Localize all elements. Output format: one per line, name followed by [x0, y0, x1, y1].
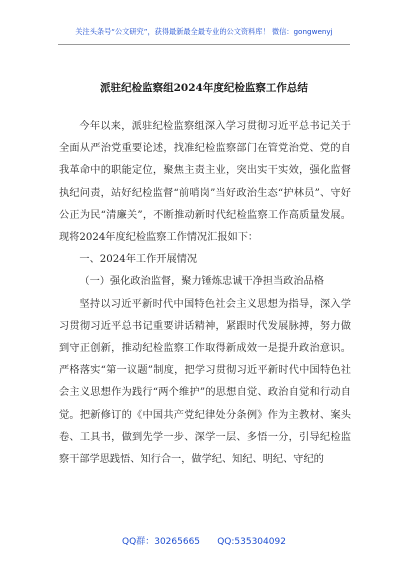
- section-heading: 一、2024年工作开展情况: [79, 254, 198, 266]
- footer-qq-group: QQ群：30265665: [122, 537, 201, 547]
- body-paragraph: 坚持以习近平新时代中国特色社会主义思想为指导，深入学习贯彻习近平总书记重要讲话精神，紧跟时代发展脉搏，努力做到守正创新，推动纪检监察工作取得新成效一是提升政治意识。严格落实“第一议题”制度，把学习贯彻习近平新时代中国特色社会主义思想作为践行“两个维护”的思想自觉、政治自觉和行动自觉。把新修订的《中国共产党纪律处分条例》作为主教材、案头卷、工具书，做到先学一步、深学一层、多悟一分，引导纪检监察干部学思践悟、知行合一，做学纪、知纪、明纪、守纪的: [59, 298, 351, 466]
- subsection-heading: （一）强化政治监督，聚力锤炼忠诚干净担当政治品格: [79, 276, 324, 288]
- document-title: 派驻纪检监察组2024年度纪检监察工作总结: [100, 82, 308, 94]
- header-divider: [58, 44, 350, 45]
- footer-qq-number: QQ:535304092: [217, 537, 286, 547]
- header-banner: 关注头条号“公文研究”，获得最新最全最专业的公文资料库！ 微信：gongwenyj: [75, 27, 333, 36]
- document-body: [59, 116, 351, 471]
- footer-contact: [0, 534, 408, 547]
- intro-paragraph: 今年以来，派驻纪检监察组深入学习贯彻习近平总书记关于全面从严治党重要论述，找准纪检监察部门在管党治党、党的自我革命中的职能定位，聚焦主责主业，突出实干实效，强化监督执纪问责，站好纪检监督“前哨岗”当好政治生态“护林员”、守好公正为民“清廉关”，不断推动新时代纪检监察工作高质量发展。现将2024年度纪检监察工作情况汇报如下：: [59, 121, 351, 244]
